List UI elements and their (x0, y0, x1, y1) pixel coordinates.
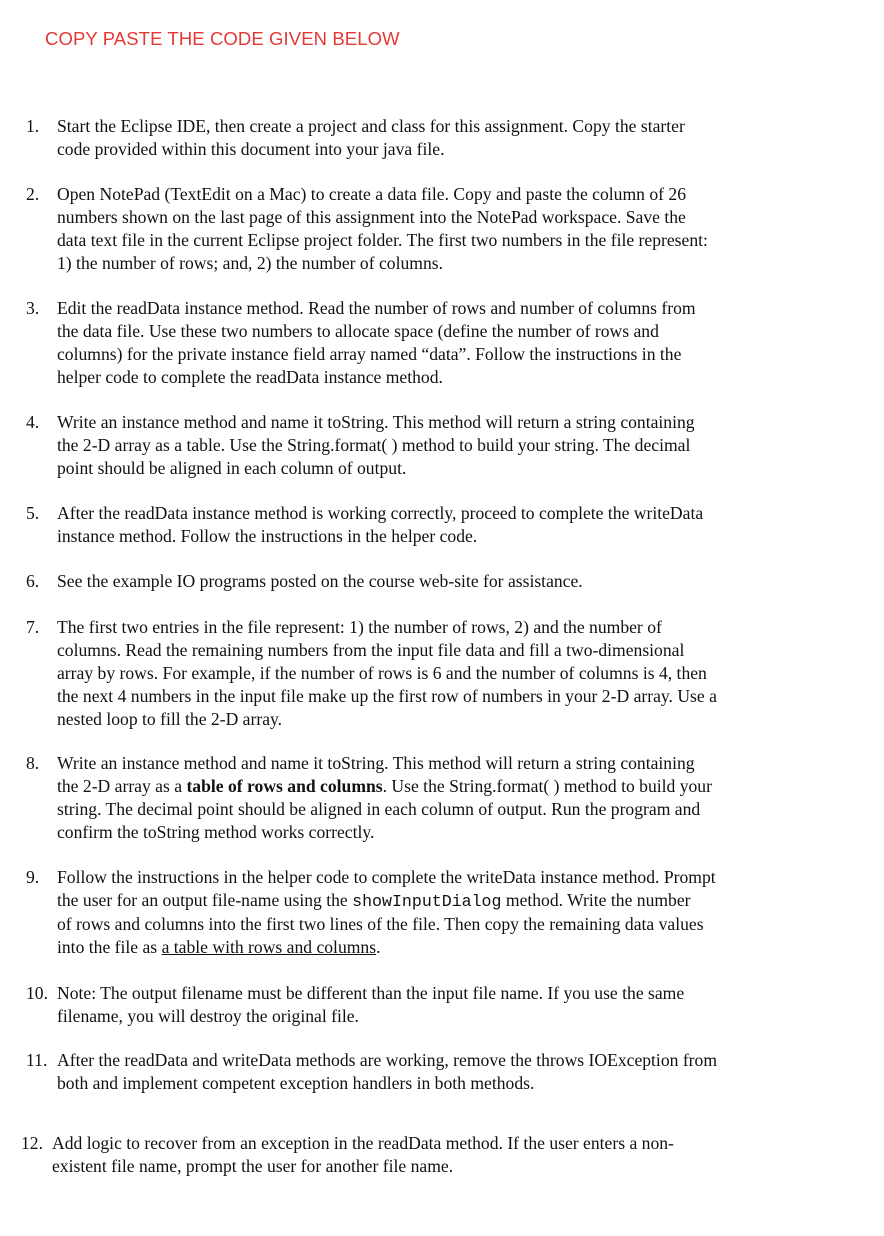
item-line: Follow the instructions in the helper code to complete the writeData instance method. Prompt (57, 867, 716, 887)
item-line: numbers shown on the last page of this assignment into the NotePad workspace. Save the (57, 207, 686, 227)
item-line: confirm the toString method works correctly. (57, 822, 375, 842)
item-number: 6. (26, 571, 40, 591)
item-line: 1) the number of rows; and, 2) the number of columns. (57, 253, 443, 273)
item-line: nested loop to fill the 2-D array. (57, 709, 283, 729)
text-run: . Use the String.format( ) method to build your (382, 776, 712, 796)
item-text (57, 1049, 837, 1095)
item-line: the data file. Use these two numbers to allocate space (define the number of rows and (57, 321, 659, 341)
item-line: the next 4 numbers in the input file make up the first row of numbers in your 2-D array. Use a (57, 686, 717, 706)
item-text (57, 502, 837, 548)
item-text (57, 183, 837, 275)
item-text (57, 616, 837, 731)
item-text (57, 866, 837, 959)
text-run: . (376, 937, 381, 957)
item-number: 5. (26, 503, 40, 523)
item-line: Note: The output filename must be different than the input file name. If you use the same (57, 983, 685, 1003)
code-text: showInputDialog (352, 892, 502, 911)
item-line: The first two entries in the file represent: 1) the number of rows, 2) and the number of (57, 617, 662, 637)
item-number: 8. (26, 753, 40, 773)
item-number: 3. (26, 298, 40, 318)
item-line: point should be aligned in each column of output. (57, 458, 407, 478)
item-number: 4. (26, 412, 40, 432)
item-number: 12. (21, 1133, 43, 1153)
item-line: filename, you will destroy the original file. (57, 1006, 359, 1026)
item-line: code provided within this document into your java file. (57, 139, 445, 159)
item-text (52, 1132, 832, 1178)
item-line: Add logic to recover from an exception in the readData method. If the user enters a non- (52, 1133, 674, 1153)
item-line (57, 889, 837, 913)
item-line: columns. Read the remaining numbers from the input file data and fill a two-dimensional (57, 640, 685, 660)
item-line: string. The decimal point should be aligned in each column of output. Run the program and (57, 799, 701, 819)
bold-text: table of rows and columns (186, 776, 383, 796)
item-text (57, 752, 837, 844)
item-number: 11. (26, 1050, 48, 1070)
item-line: helper code to complete the readData instance method. (57, 367, 443, 387)
item-line: After the readData instance method is working correctly, proceed to complete the writeData (57, 503, 704, 523)
item-line: array by rows. For example, if the number of rows is 6 and the number of columns is 4, then (57, 663, 707, 683)
item-line: Write an instance method and name it toString. This method will return a string containing (57, 753, 695, 773)
item-line: data text file in the current Eclipse project folder. The first two numbers in the file represent: (57, 230, 708, 250)
item-number: 9. (26, 867, 40, 887)
text-run: method. Write the number (501, 890, 691, 910)
item-number: 10. (26, 983, 48, 1003)
item-line: the 2-D array as a table. Use the String.format( ) method to build your string. The decimal (57, 435, 691, 455)
text-run: the user for an output file-name using the (57, 890, 353, 910)
item-text (57, 982, 837, 1028)
item-number: 2. (26, 184, 40, 204)
item-line (57, 775, 837, 798)
item-line: Open NotePad (TextEdit on a Mac) to create a data file. Copy and paste the column of 26 (57, 184, 687, 204)
item-text (57, 570, 837, 593)
text-run: into the file as (57, 937, 162, 957)
item-line: of rows and columns into the first two lines of the file. Then copy the remaining data values (57, 914, 704, 934)
item-number: 1. (26, 116, 40, 136)
text-run: the 2-D array as a (57, 776, 187, 796)
item-line (57, 936, 837, 959)
item-text (57, 411, 837, 480)
item-line: both and implement competent exception handlers in both methods. (57, 1073, 535, 1093)
item-line: columns) for the private instance field array named “data”. Follow the instructions in the (57, 344, 682, 364)
item-line: Edit the readData instance method. Read the number of rows and number of columns from (57, 298, 696, 318)
item-line: Start the Eclipse IDE, then create a project and class for this assignment. Copy the starter (57, 116, 685, 136)
item-line: existent file name, prompt the user for another file name. (52, 1156, 454, 1176)
underlined-text: a table with rows and columns (161, 937, 377, 957)
item-line: instance method. Follow the instructions in the helper code. (57, 526, 478, 546)
item-text (57, 115, 837, 161)
header-instruction: COPY PASTE THE CODE GIVEN BELOW (45, 28, 400, 49)
item-line: After the readData and writeData methods are working, remove the throws IOException from (57, 1050, 718, 1070)
item-line: Write an instance method and name it toString. This method will return a string containing (57, 412, 695, 432)
item-line: See the example IO programs posted on the course web-site for assistance. (57, 571, 583, 591)
item-number: 7. (26, 617, 40, 637)
item-text (57, 297, 837, 389)
